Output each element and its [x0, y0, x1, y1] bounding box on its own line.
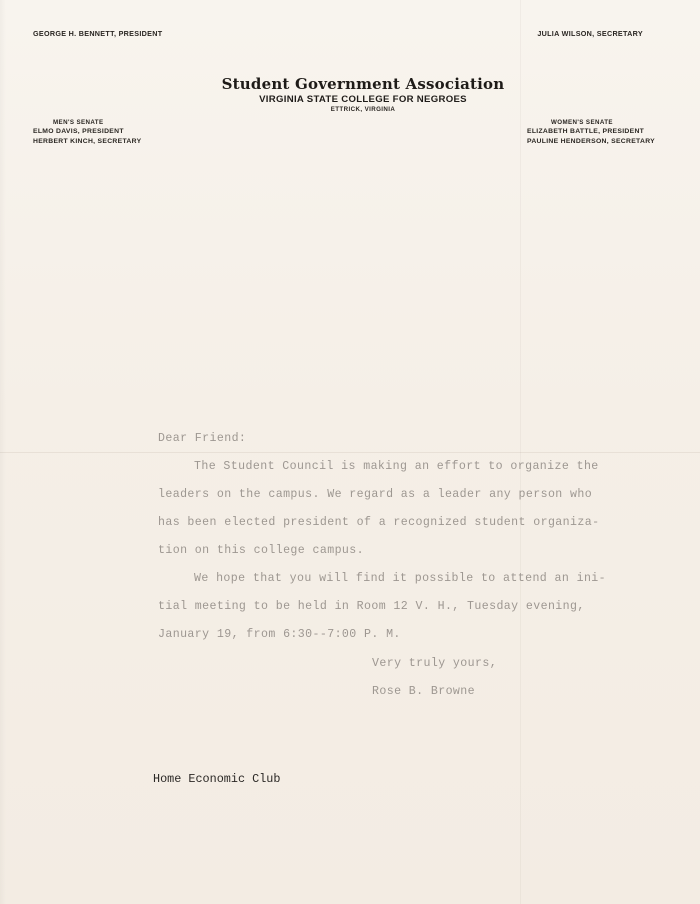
body-line: leaders on the campus. We regard as a leader any person who [158, 488, 593, 501]
womens-senate-president: ELIZABETH BATTLE, PRESIDENT [527, 128, 645, 135]
closing: Very truly yours, [372, 657, 498, 670]
body-line: We hope that you will find it possible to attend an ini- [194, 572, 607, 585]
body-line: January 19, from 6:30--7:00 P. M. [158, 628, 401, 641]
mens-senate-president: ELMO DAVIS, PRESIDENT [33, 128, 124, 135]
secretary-name: JULIA WILSON, SECRETARY [537, 29, 643, 38]
fold-line [0, 452, 700, 453]
mens-senate-secretary: HERBERT KINCH, SECRETARY [33, 138, 142, 145]
signature: Rose B. Browne [372, 685, 476, 698]
fold-line [520, 0, 521, 904]
college-name: VIRGINIA STATE COLLEGE FOR NEGROES [259, 94, 467, 105]
womens-senate-secretary: PAULINE HENDERSON, SECRETARY [527, 138, 655, 145]
body-line: tial meeting to be held in Room 12 V. H., Tuesday evening, [158, 600, 585, 613]
body-line: The Student Council is making an effort to organize the [194, 460, 599, 473]
body-line: has been elected president of a recognized student organiza- [158, 516, 600, 529]
womens-senate-heading: WOMEN'S SENATE [551, 119, 613, 126]
footer-club: Home Economic Club [153, 772, 281, 786]
body-line: tion on this college campus. [158, 544, 365, 557]
mens-senate-heading: MEN'S SENATE [53, 119, 104, 126]
college-location: ETTRICK, VIRGINIA [330, 106, 396, 113]
salutation: Dear Friend: [158, 432, 247, 445]
association-title: Student Government Association [221, 75, 505, 93]
president-name: GEORGE H. BENNETT, PRESIDENT [33, 29, 163, 38]
